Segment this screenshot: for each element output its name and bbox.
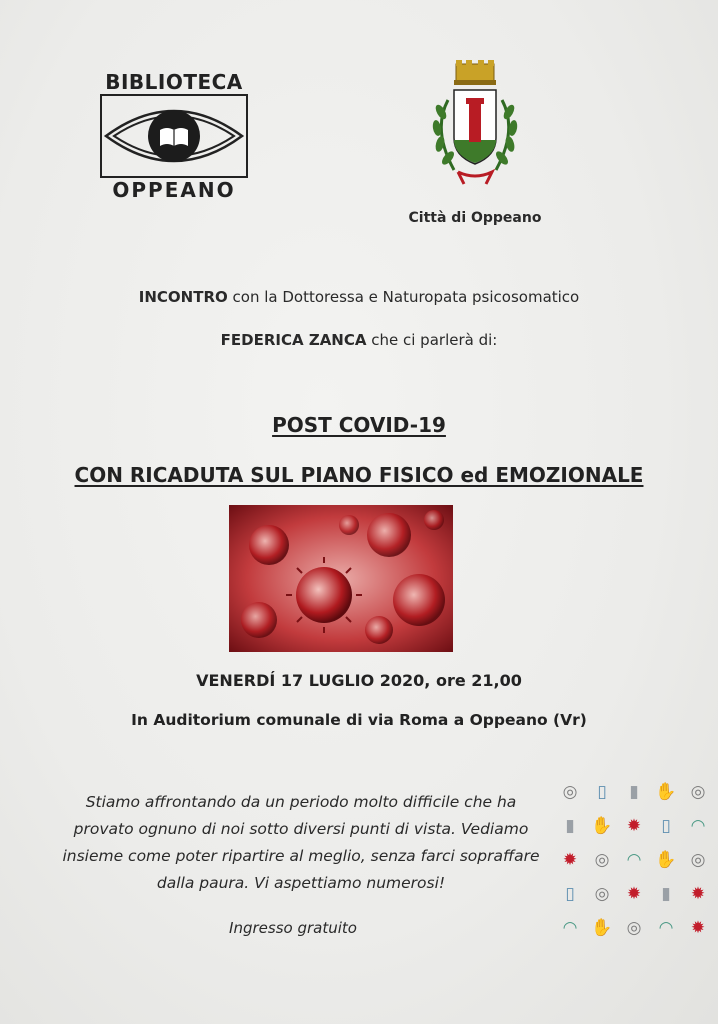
library-logo-bottom-text: OPPEANO <box>112 178 236 202</box>
toilet-roll-icon: ◎ <box>690 782 706 802</box>
mask-icon: ◠ <box>690 816 706 836</box>
coronavirus-image <box>229 505 453 652</box>
toilet-roll-icon: ◎ <box>690 850 706 870</box>
municipal-crest-icon <box>424 60 526 192</box>
virus-icon: ✹ <box>690 884 706 904</box>
glove-icon: ✋ <box>655 782 677 802</box>
library-logo-top-text: BIBLIOTECA <box>105 70 243 94</box>
sanitizer-bottle-icon: ▯ <box>661 816 671 836</box>
description-line-3: insieme come poter ripartire al meglio, senza farci sopraffare <box>62 847 540 865</box>
municipality-name: Città di Oppeano <box>408 210 542 226</box>
glove-icon: ✋ <box>591 816 613 836</box>
virus-icon: ✹ <box>562 850 578 870</box>
speaker-name: FEDERICA ZANCA <box>220 331 367 349</box>
intro-line-1 <box>0 288 718 306</box>
glove-icon: ✋ <box>655 850 677 870</box>
event-date-time: VENERDÍ 17 LUGLIO 2020, ore 21,00 <box>196 671 522 690</box>
virus-icon: ✹ <box>626 816 642 836</box>
event-title-line-2: CON RICADUTA SUL PIANO FISICO ed EMOZIONALE <box>74 463 644 487</box>
event-title-line-1: POST COVID-19 <box>272 413 446 437</box>
event-location: In Auditorium comunale di via Roma a Oppeano (Vr) <box>131 711 587 729</box>
toilet-roll-icon: ◎ <box>594 850 610 870</box>
toilet-roll-icon: ◎ <box>626 918 642 938</box>
spray-bottle-icon: ▮ <box>661 884 671 904</box>
mask-icon: ◠ <box>562 918 578 938</box>
virus-icon: ✹ <box>626 884 642 904</box>
description-line-4: dalla paura. Vi aspettiamo numerosi! <box>156 874 446 892</box>
sanitizer-bottle-icon: ▯ <box>597 782 607 802</box>
library-logo <box>96 70 252 206</box>
spray-bottle-icon: ▮ <box>629 782 639 802</box>
description-line-2: provato ognuno di noi sotto diversi punti di vista. Vediamo <box>73 820 529 838</box>
spray-bottle-icon: ▮ <box>565 816 575 836</box>
event-description <box>52 789 550 897</box>
mask-icon: ◠ <box>626 850 642 870</box>
hygiene-icons-grid <box>558 780 718 950</box>
intro-line-2 <box>0 331 718 349</box>
intro-keyword: INCONTRO <box>138 288 228 306</box>
glove-icon: ✋ <box>591 918 613 938</box>
toilet-roll-icon: ◎ <box>562 782 578 802</box>
description-line-1: Stiamo affrontando da un periodo molto difficile che ha <box>85 793 517 811</box>
toilet-roll-icon: ◎ <box>594 884 610 904</box>
sanitizer-bottle-icon: ▯ <box>565 884 575 904</box>
eye-book-icon <box>100 94 248 178</box>
virus-icon: ✹ <box>690 918 706 938</box>
admission-note: Ingresso gratuito <box>229 919 357 937</box>
mask-icon: ◠ <box>658 918 674 938</box>
intro-text: con la Dottoressa e Naturopata psicosomatico <box>227 288 580 306</box>
speaker-text: che ci parlerà di: <box>366 331 498 349</box>
